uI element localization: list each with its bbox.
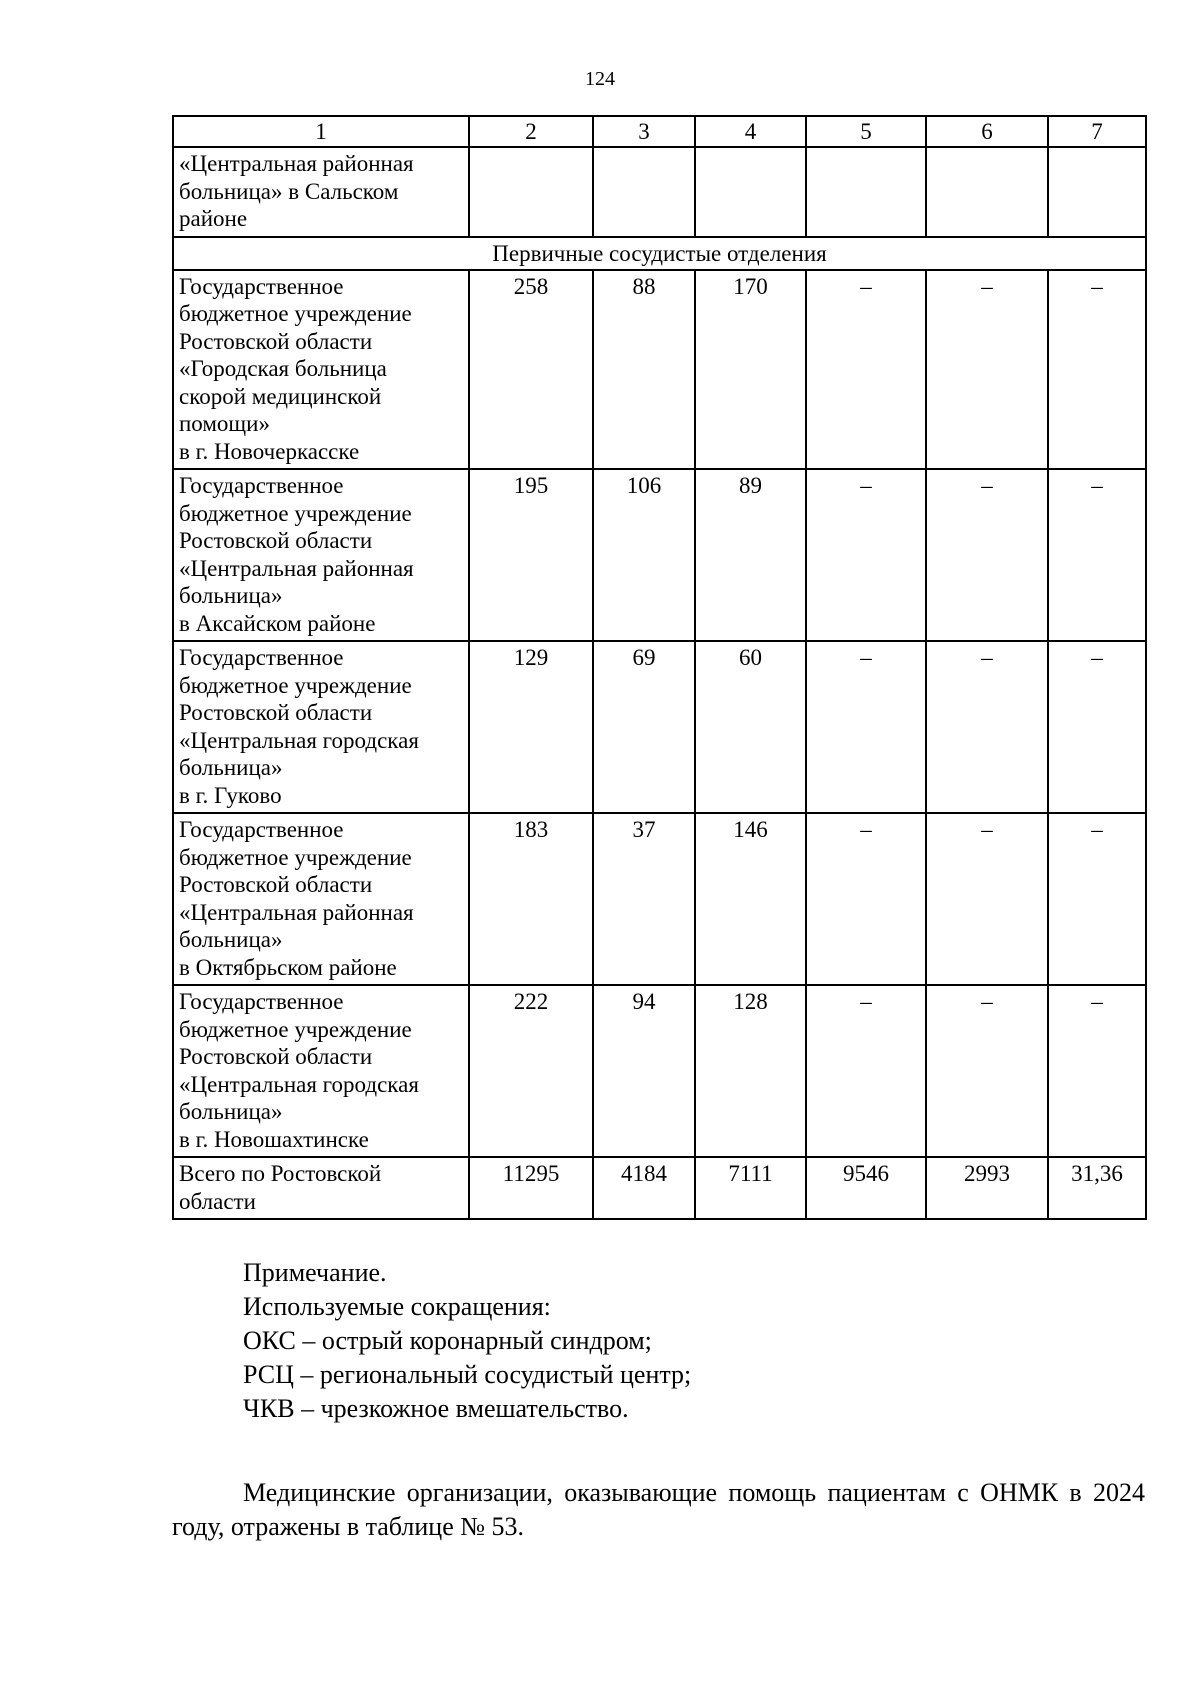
table-cell — [1048, 147, 1146, 237]
table-cell: 7111 — [695, 1157, 806, 1219]
table-cell: 170 — [695, 270, 806, 470]
column-header: 7 — [1048, 116, 1146, 147]
table-cell: 128 — [695, 985, 806, 1157]
organization-name: Государственное бюджетное учреждение Ростовской области «Центральная районная больница» в Аксайском районе — [173, 469, 469, 641]
table-row — [173, 270, 1146, 470]
column-header: 3 — [593, 116, 695, 147]
table-row — [173, 469, 1146, 641]
table-cell: 11295 — [469, 1157, 593, 1219]
table-cell — [695, 147, 806, 237]
organization-name: Государственное бюджетное учреждение Ростовской области «Центральная городская больница» в г. Гуково — [173, 641, 469, 813]
section-title: Первичные сосудистые отделения — [173, 237, 1146, 270]
table-row — [173, 641, 1146, 813]
abbreviation-item: РСЦ – региональный сосудистый центр; — [243, 1360, 692, 1389]
page-number: 124 — [585, 68, 615, 90]
column-header: 2 — [469, 116, 593, 147]
table-row — [173, 985, 1146, 1157]
table-cell: 183 — [469, 813, 593, 985]
total-label: Всего по Ростовской области — [173, 1157, 469, 1219]
table-cell — [926, 147, 1048, 237]
table-cell: 222 — [469, 985, 593, 1157]
table-cell: 31,36 — [1048, 1157, 1146, 1219]
abbreviation-item: ЧКВ – чрезкожное вмешательство. — [243, 1394, 629, 1423]
table-cell: – — [1048, 270, 1146, 470]
table-cell: 146 — [695, 813, 806, 985]
organization-name: Государственное бюджетное учреждение Ростовской области «Центральная районная больница» в Октябрьском районе — [173, 813, 469, 985]
table-cell: 37 — [593, 813, 695, 985]
table-cell: – — [806, 985, 926, 1157]
note-title: Примечание. — [243, 1258, 387, 1287]
table-cell: – — [926, 641, 1048, 813]
table-cell: 4184 — [593, 1157, 695, 1219]
table-cell: – — [926, 813, 1048, 985]
table-row — [173, 813, 1146, 985]
table-cell: – — [926, 469, 1048, 641]
statistics-table — [172, 115, 1147, 1220]
table-cell: – — [926, 985, 1048, 1157]
table-total-row — [173, 1157, 1146, 1219]
table-cell — [593, 147, 695, 237]
table-cell: 69 — [593, 641, 695, 813]
column-header: 6 — [926, 116, 1048, 147]
table-cell: 129 — [469, 641, 593, 813]
note-block — [243, 1256, 691, 1426]
table-cell: – — [806, 469, 926, 641]
abbreviation-item: ОКС – острый коронарный синдром; — [243, 1326, 652, 1355]
table-cell: – — [1048, 985, 1146, 1157]
table-cell: 89 — [695, 469, 806, 641]
table-cell: 2993 — [926, 1157, 1048, 1219]
table-cell: 94 — [593, 985, 695, 1157]
table-row-continued — [173, 147, 1146, 237]
table-cell: – — [1048, 641, 1146, 813]
organization-name: Государственное бюджетное учреждение Ростовской области «Центральная городская больница» в г. Новошахтинске — [173, 985, 469, 1157]
table-cell: – — [1048, 469, 1146, 641]
organization-name: Государственное бюджетное учреждение Ростовской области «Городская больница скорой медицинской помощи» в г. Новочеркасске — [173, 270, 469, 470]
table-cell: – — [806, 270, 926, 470]
column-header: 4 — [695, 116, 806, 147]
table-cell: 258 — [469, 270, 593, 470]
table-cell — [469, 147, 593, 237]
column-header: 5 — [806, 116, 926, 147]
table-cell: 195 — [469, 469, 593, 641]
table-cell: – — [806, 641, 926, 813]
table-cell: 88 — [593, 270, 695, 470]
table-header-row — [173, 116, 1146, 147]
column-header: 1 — [173, 116, 469, 147]
body-paragraph: Медицинские организации, оказывающие помощь пациентам с ОНМК в 2024 году, отражены в таблице № 53. — [172, 1478, 1145, 1541]
table-cell: 60 — [695, 641, 806, 813]
table-section-row — [173, 237, 1146, 270]
table-cell: 106 — [593, 469, 695, 641]
table-cell — [806, 147, 926, 237]
table-cell: – — [1048, 813, 1146, 985]
table-cell: – — [926, 270, 1048, 470]
table-cell: 9546 — [806, 1157, 926, 1219]
table-cell: – — [806, 813, 926, 985]
note-subtitle: Используемые сокращения: — [243, 1292, 551, 1321]
organization-name: «Центральная районная больница» в Сальском районе — [173, 147, 469, 237]
